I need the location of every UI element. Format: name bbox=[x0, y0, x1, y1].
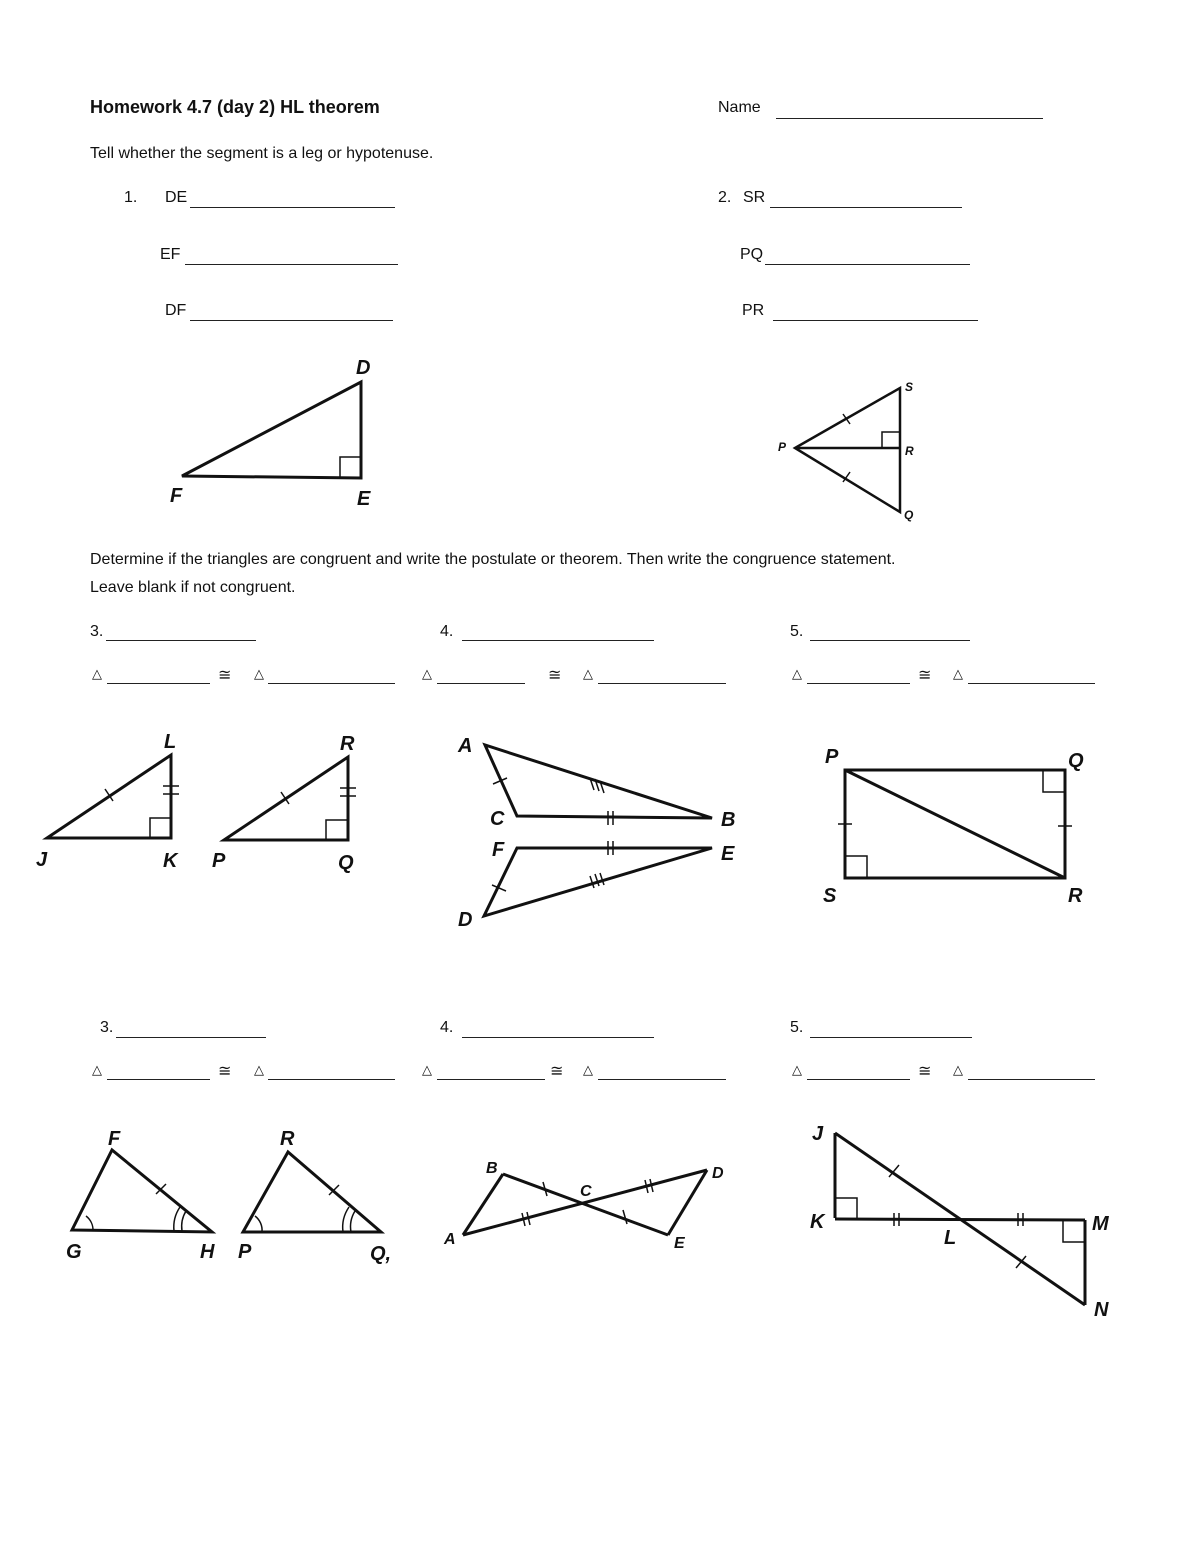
label-r: R bbox=[1068, 885, 1083, 907]
label-q: Q, bbox=[370, 1243, 392, 1265]
triangle-symbol: △ bbox=[422, 1062, 432, 1077]
label-f: F bbox=[108, 1128, 121, 1150]
name-label: Name bbox=[718, 99, 761, 116]
congruent-symbol: ≅ bbox=[918, 1063, 932, 1080]
label-e: E bbox=[357, 488, 371, 510]
label-a: A bbox=[444, 1231, 456, 1248]
label-l: L bbox=[944, 1227, 957, 1249]
q2-segment-pq: PQ bbox=[740, 246, 764, 263]
label-p: P bbox=[238, 1241, 252, 1263]
label-p: P bbox=[825, 746, 839, 768]
label-b: B bbox=[721, 809, 736, 831]
q2-segment-pr: PR bbox=[742, 302, 765, 319]
label-f: F bbox=[170, 485, 183, 507]
label-b: B bbox=[486, 1160, 498, 1177]
triangle-symbol: △ bbox=[953, 1062, 963, 1077]
q5-number: 5. bbox=[790, 623, 804, 640]
label-j: J bbox=[812, 1123, 824, 1145]
triangle-symbol: △ bbox=[792, 666, 802, 681]
q5b-number: 5. bbox=[790, 1019, 804, 1036]
label-h: H bbox=[200, 1241, 215, 1263]
q2-number: 2. bbox=[718, 189, 732, 206]
label-k: K bbox=[810, 1211, 825, 1233]
triangle-symbol: △ bbox=[953, 666, 963, 681]
congruent-symbol: ≅ bbox=[550, 1063, 564, 1080]
worksheet-title: Homework 4.7 (day 2) HL theorem bbox=[90, 97, 380, 117]
label-d: D bbox=[712, 1165, 724, 1182]
triangles-fgh-pqr-figure bbox=[72, 1150, 381, 1232]
label-s: S bbox=[823, 885, 837, 907]
q1-segment-ef: EF bbox=[160, 246, 181, 263]
triangle-symbol: △ bbox=[422, 666, 432, 681]
triangles-jkl-nml-figure bbox=[835, 1133, 1085, 1305]
q1-segment-de: DE bbox=[165, 189, 188, 206]
triangle-psq-figure bbox=[795, 388, 900, 512]
label-c: C bbox=[580, 1183, 592, 1200]
q1-number: 1. bbox=[124, 189, 138, 206]
label-q: Q bbox=[904, 508, 914, 522]
part2-instruction-1: Determine if the triangles are congruent and write the postulate or theorem. Then write the congruence statement. bbox=[90, 551, 896, 568]
label-p: P bbox=[212, 850, 226, 872]
part1-instruction: Tell whether the segment is a leg or hypotenuse. bbox=[90, 145, 434, 162]
q4b-number: 4. bbox=[440, 1019, 454, 1036]
label-l: L bbox=[164, 731, 177, 753]
triangle-symbol: △ bbox=[792, 1062, 802, 1077]
label-p: P bbox=[778, 440, 787, 454]
triangle-symbol: △ bbox=[583, 666, 593, 681]
label-g: G bbox=[66, 1241, 82, 1263]
q3b-number: 3. bbox=[100, 1019, 114, 1036]
triangle-symbol: △ bbox=[254, 1062, 264, 1077]
label-c: C bbox=[490, 808, 505, 830]
label-k: K bbox=[163, 850, 178, 872]
congruent-symbol: ≅ bbox=[548, 667, 562, 684]
q3-number: 3. bbox=[90, 623, 104, 640]
label-f: F bbox=[492, 839, 505, 861]
label-q: Q bbox=[1068, 750, 1084, 772]
congruent-symbol: ≅ bbox=[918, 667, 932, 684]
label-e: E bbox=[674, 1235, 685, 1252]
label-s: S bbox=[905, 380, 914, 394]
triangle-symbol: △ bbox=[92, 666, 102, 681]
triangle-symbol: △ bbox=[92, 1062, 102, 1077]
label-r: R bbox=[340, 733, 355, 755]
triangle-def-figure bbox=[182, 382, 361, 478]
part2-instruction-2: Leave blank if not congruent. bbox=[90, 579, 296, 596]
label-d: D bbox=[458, 909, 473, 931]
q4-number: 4. bbox=[440, 623, 454, 640]
rectangle-pqrs-figure bbox=[838, 770, 1072, 878]
label-q: Q bbox=[338, 852, 354, 874]
triangle-symbol: △ bbox=[254, 666, 264, 681]
congruent-symbol: ≅ bbox=[218, 1063, 232, 1080]
label-n: N bbox=[1094, 1299, 1109, 1321]
label-j: J bbox=[36, 849, 48, 871]
label-a: A bbox=[458, 735, 473, 757]
label-m: M bbox=[1092, 1213, 1109, 1235]
q2-segment-sr: SR bbox=[743, 189, 766, 206]
triangles-abc-def-figure bbox=[484, 745, 712, 916]
congruent-symbol: ≅ bbox=[218, 667, 232, 684]
triangle-symbol: △ bbox=[583, 1062, 593, 1077]
triangles-jkl-pqr-figure bbox=[47, 755, 356, 840]
crossing-triangles-abcde-figure bbox=[463, 1170, 707, 1235]
label-r: R bbox=[905, 444, 914, 458]
label-r: R bbox=[280, 1128, 295, 1150]
label-d: D bbox=[356, 357, 371, 379]
label-e: E bbox=[721, 843, 735, 865]
q1-segment-df: DF bbox=[165, 302, 187, 319]
